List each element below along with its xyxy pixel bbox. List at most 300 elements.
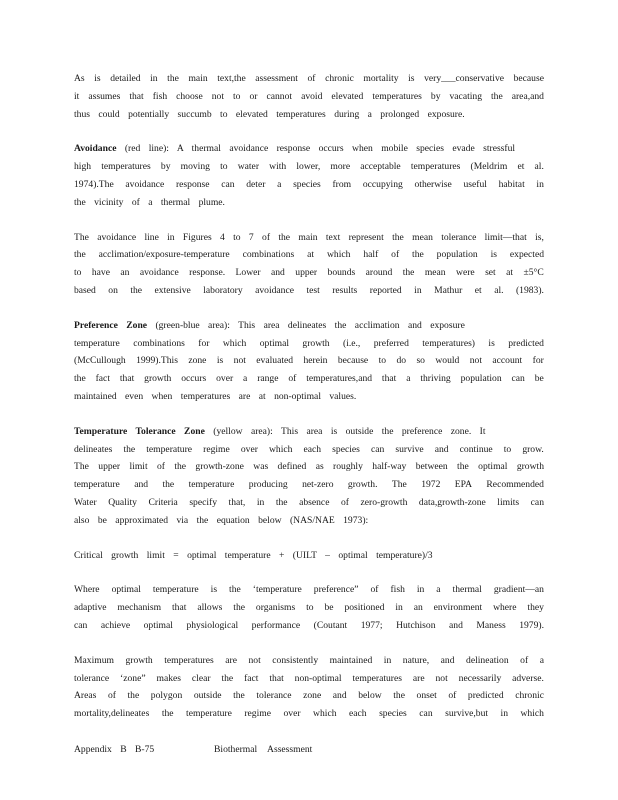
paragraph-avoidance [74,140,544,211]
word: the [233,602,246,614]
word: for [198,337,210,349]
word: makes [156,672,182,684]
word: a [539,654,544,666]
word: is, [535,231,544,243]
text-line [74,370,544,388]
word: regime [203,443,230,455]
word: temperature [152,584,199,596]
word: the [74,373,86,385]
word: data,growth-zone [418,496,486,508]
word: The [391,479,407,491]
word: area,and [511,90,544,102]
word: not [211,90,225,102]
text-line [74,617,544,635]
word: are [412,672,425,684]
word: by [160,161,171,173]
word: allows [197,602,223,614]
word: each [349,708,367,720]
word: fact [244,672,259,684]
word: half [363,249,379,261]
word: fish [152,90,168,102]
word: environment [433,602,483,614]
word: Maness [476,619,506,631]
word: maintained [329,654,373,666]
word: moving [180,161,210,173]
word: for [532,355,544,367]
word: Quality [108,496,137,508]
word: can [74,619,88,631]
text-line: the vicinity of a thermal plume. [74,196,225,208]
word: roughly [333,461,363,473]
word: 1977; [360,619,383,631]
word: zone [303,690,322,702]
text-line [74,599,544,617]
text-line [74,229,544,247]
word: over [216,373,234,385]
word: 1974).The [74,178,114,190]
word: expected [509,249,544,261]
word: adaptive [74,602,107,614]
word: choose [176,90,203,102]
word: with [269,161,287,173]
text-line: maintained even when temperatures are at non-optimal values. [74,390,357,402]
word: necessarily [458,672,502,684]
word: Where [74,584,100,596]
word: (McCullough [74,355,126,367]
word: grow. [522,443,544,455]
word: the [278,231,291,243]
word: bounds [327,267,356,279]
word: which [313,708,337,720]
word: preferred [373,337,409,349]
word: below [358,690,382,702]
word: set [485,267,496,279]
footer-section-title: Biothermal Assessment [214,744,313,755]
word: can [221,178,235,190]
word: positioned [344,602,385,614]
word: The [74,231,89,243]
word: and [449,619,463,631]
word: the [412,249,424,261]
word: 1999).This [136,355,178,367]
word: temperatures,and [306,373,373,385]
word: do [396,355,407,367]
word: survive,but [445,708,489,720]
text-line [74,140,544,158]
word: a [243,373,248,385]
word: the [174,461,187,473]
word: optimal [259,337,290,349]
word: an [413,602,423,614]
word: on [108,284,118,296]
word: as [315,461,324,473]
word: growth-zone [195,461,244,473]
word: performance [251,619,301,631]
word: avoidance [255,284,294,296]
word: population [460,373,502,385]
word: because [513,73,544,84]
word: fish [390,584,405,596]
page-footer [74,744,312,755]
word: preference” [313,584,359,596]
word: the [74,249,86,261]
word: temperature [186,708,232,720]
word: a [277,178,282,190]
word: onset [416,690,437,702]
word: of [262,231,271,243]
word: which [268,443,293,455]
word: avoidance [139,267,179,279]
word: can [511,373,525,385]
word: would [435,355,460,367]
word: growth. [347,479,378,491]
term-heading: Preference Zone [74,319,148,331]
text-line: also be approximated via the equation below (NAS/NAE 1973): [74,514,369,526]
word: growth [125,654,153,666]
word: water [237,161,260,173]
word: at [506,267,514,279]
word: to [233,231,241,243]
word: growth [516,461,544,473]
word: occupying [362,178,403,190]
word: in [395,602,403,614]
word: not [435,672,448,684]
word: elevated [331,90,364,102]
word: the [233,690,245,702]
word: of [520,654,529,666]
word: (1983). [515,284,544,296]
word: Maximum [74,654,114,666]
word: 1972 [421,479,441,491]
word: growth [144,373,172,385]
word: be [534,373,544,385]
word: EPA [454,479,473,491]
word: they [527,602,544,614]
word: where [493,602,517,614]
word: the [130,284,143,296]
word: in [383,654,392,666]
word: limits [497,496,520,508]
word: habitat [498,178,525,190]
word: chronic [325,73,354,84]
word: of [288,373,297,385]
word: is [94,73,101,84]
word: are [225,654,237,666]
text-line [74,264,544,282]
word: optimal [478,461,508,473]
word: Hutchison [396,619,436,631]
word: which [520,708,544,720]
word: is [488,337,495,349]
word: extensive [154,284,191,296]
word: (Meldrim [470,161,508,173]
word: to [378,355,387,367]
word: each [303,443,322,455]
word: assumes [88,90,121,102]
word: temperature [74,337,120,349]
word: of [107,690,116,702]
word: not [469,355,482,367]
word: al. [534,161,544,173]
word: zone [188,355,207,367]
word: can [530,496,544,508]
word: temperatures [352,672,402,684]
word: text,the [217,73,246,84]
word: useful [463,178,487,190]
word: represent [348,231,384,243]
word: range [257,373,279,385]
word: temperatures [101,161,151,173]
word: thermal [452,584,482,596]
text-line: thus could potentially succumb to elevated temperatures during a prolonged exposure. [74,108,465,120]
word: of [370,584,379,596]
text-line [74,176,544,194]
word: that [381,373,397,385]
word: Criteria [148,496,178,508]
word: not [233,355,246,367]
word: ±5°C [523,267,544,279]
word: gradient—an [493,584,544,596]
word: based [74,284,96,296]
word: response. [189,267,226,279]
word: upper [98,461,121,473]
word: zero-growth [360,496,408,508]
word: a [436,584,441,596]
word: 7 [248,231,254,243]
word: of [156,461,165,473]
word: vacating [449,90,482,102]
word: the [127,690,140,702]
word: the [275,496,288,508]
term-heading: Temperature Tolerance Zone [74,425,205,437]
word: can [419,708,433,720]
word: Recommended [486,479,544,491]
word: in [500,708,508,720]
word: in [256,496,265,508]
word: limit [129,461,148,473]
word: limit—that [484,231,527,243]
word: achieve [100,619,131,631]
word: to [306,602,314,614]
text-line [74,317,544,335]
word: non-optimal [294,672,342,684]
text-line [74,494,544,512]
word: temperatures) [422,337,476,349]
text-line [74,70,544,88]
word: avoidance [97,231,137,243]
word: delineates [74,443,113,455]
word: absence [299,496,330,508]
word: over [283,708,301,720]
word: text [325,231,341,243]
word: consistently [272,654,319,666]
word: species [293,178,321,190]
text-run: (yellow area): This area is outside the preference zone. It [204,425,486,437]
text-line [74,705,544,723]
word: high [74,161,92,173]
word: tolerance [441,231,477,243]
word: et [474,284,482,296]
word: response [175,178,210,190]
paragraph-preference-zone [74,317,544,406]
word: of [307,73,316,84]
word: and [332,690,347,702]
text-line [74,458,544,476]
word: fact [95,373,110,385]
word: is [210,584,218,596]
word: optimal [111,584,141,596]
word: polygon [150,690,183,702]
word: in [536,178,544,190]
word: otherwise [414,178,452,190]
text-line [74,158,544,176]
word: temperatures [372,90,422,102]
word: detailed [110,73,141,84]
word: physiological [186,619,239,631]
paragraph-intro [74,70,544,123]
word: over [240,443,258,455]
text-line [74,246,544,264]
text-line [74,652,544,670]
word: lower, [296,161,321,173]
word: can [370,443,385,455]
word: mean [412,231,433,243]
word: evaluated [256,355,294,367]
word: combinations [133,337,185,349]
word: laboratory [203,284,243,296]
equation [74,547,544,565]
text-line [74,282,544,300]
word: specify [189,496,218,508]
word: growth [302,337,330,349]
paragraph-optimal-temperature [74,581,544,634]
word: predicted [467,690,504,702]
text-line [74,352,544,370]
word: species [332,443,360,455]
word: in [416,584,425,596]
word: results [332,284,358,296]
word: in [414,284,422,296]
word: temperature [74,479,120,491]
word: of [448,690,457,702]
word: it [74,90,80,102]
word: Figures [182,231,212,243]
word: account [492,355,523,367]
word: temperatures [164,654,214,666]
word: between [415,461,448,473]
word: the [393,690,405,702]
word: herein [303,355,328,367]
word: et [517,161,525,173]
word: deter [246,178,266,190]
word: temperatures [410,161,461,173]
word: Areas [74,690,97,702]
word: defined [277,461,307,473]
text-run: (red line): A thermal avoidance response occurs when mobile species evade stressful [116,143,516,155]
word: and [434,443,449,455]
equation-line: Critical growth limit = optimal temperature + (UILT – optimal temperature)/3 [74,549,433,561]
word: not [248,654,261,666]
word: is [408,73,415,84]
word: The [74,461,89,473]
text-line [74,335,544,353]
word: be [324,602,334,614]
word: (i.e., [343,337,361,349]
word: population [436,249,478,261]
word: Mathur [434,284,463,296]
word: around [365,267,393,279]
footer-page-number: Appendix B B-75 [74,744,155,755]
word: survive [395,443,424,455]
word: that [269,672,284,684]
word: to [74,267,82,279]
text-line [74,670,544,688]
word: main [188,73,208,84]
word: the [491,90,503,102]
word: mechanism [117,602,162,614]
word: and [134,479,149,491]
word: and [271,267,285,279]
word: (Coutant [313,619,348,631]
word: that [119,373,135,385]
text-line [74,423,544,441]
word: producing [248,479,288,491]
word: thriving [420,373,451,385]
word: net-zero [302,479,334,491]
word: ‘zone” [120,672,146,684]
word: al. [494,284,504,296]
word: the [457,461,469,473]
word: continue [459,443,493,455]
document-body [74,70,544,740]
text-line [74,476,544,494]
text-line [74,581,544,599]
word: mortality [363,73,399,84]
word: which [327,249,351,261]
word: tolerance [256,690,292,702]
word: chronic [515,690,544,702]
word: the [123,443,136,455]
word: the [162,479,175,491]
word: tolerance [74,672,110,684]
word: the [161,708,174,720]
word: in [167,231,175,243]
word: so [416,355,425,367]
word: acceptable [360,161,401,173]
word: mean [424,267,446,279]
word: avoidance [125,178,165,190]
word: nature, [402,654,430,666]
word: adverse. [512,672,544,684]
word: line [144,231,159,243]
word: occurs [181,373,207,385]
text-line [74,88,544,106]
word: and [440,654,455,666]
word: delineation [466,654,509,666]
word: at [307,249,315,261]
word: an [120,267,130,279]
word: by [430,90,441,102]
word: that, [228,496,246,508]
word: temperature [146,443,193,455]
word: that [172,602,187,614]
word: more [330,161,351,173]
word: is [216,355,224,367]
word: main [298,231,318,243]
word: regime [244,708,271,720]
word: or [249,90,258,102]
word: assessment [255,73,298,84]
